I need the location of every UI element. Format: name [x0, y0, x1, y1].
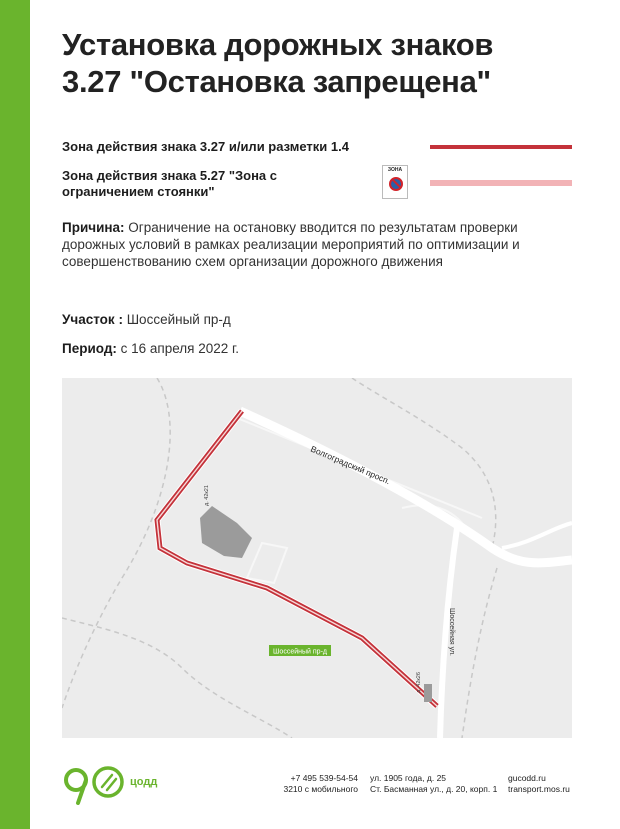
legend-line-327	[430, 145, 572, 149]
map-building-42k21	[200, 506, 252, 558]
section-line	[62, 311, 231, 328]
footer-address-2: Ст. Басманная ул., д. 20, корп. 1	[370, 784, 498, 794]
codd-logo-text: цодд	[130, 776, 158, 788]
footer-sites	[508, 773, 570, 795]
legend-item-527-line-2: ограничением стоянки"	[62, 184, 215, 199]
legend-item-527	[62, 168, 277, 200]
map-dashed-boundary-3	[352, 378, 496, 548]
section-value: Шоссейный пр-д	[122, 312, 231, 327]
footer-site-1[interactable]: gucodd.ru	[508, 773, 546, 783]
reason-paragraph	[62, 219, 562, 270]
map-road-ramp	[502, 523, 572, 548]
map-parking-outline	[247, 543, 287, 583]
map-dashed-boundary-1	[62, 378, 170, 708]
reason-label: Причина:	[62, 220, 125, 235]
footer-site-2[interactable]: transport.mos.ru	[508, 784, 570, 794]
title-line-1: Установка дорожных знаков	[62, 27, 494, 62]
footer-phone-2: 3210 с мобильного	[283, 784, 358, 794]
legend-item-327: Зона действия знака 3.27 и/или разметки 1.4	[62, 139, 349, 154]
map-dashed-boundary-4	[462, 568, 497, 738]
period-line	[62, 340, 239, 357]
period-label: Период:	[62, 341, 117, 356]
codd-logo-icon	[60, 763, 132, 805]
footer-phones	[275, 773, 358, 795]
map-zone-327-line	[157, 411, 437, 706]
map-label-shosseynaya: Шоссейная ул.	[448, 608, 455, 656]
map-zone-327-inner	[157, 411, 437, 706]
map[interactable]	[62, 378, 572, 738]
title-line-2: 3.27 "Остановка запрещена"	[62, 64, 491, 99]
map-label-volgograd: Волгоградский просп.	[309, 443, 392, 487]
map-label-building-42k26: д. 42к26	[416, 672, 422, 693]
map-building-42k26	[424, 684, 432, 702]
legend-item-527-line-1: Зона действия знака 5.27 "Зона с	[62, 168, 278, 183]
map-road-shosseyny	[157, 411, 437, 706]
sign-527-icon	[382, 165, 408, 199]
sign-zone-word: ЗОНА	[387, 167, 403, 173]
map-dashed-boundary-2	[62, 618, 292, 738]
footer-addresses	[370, 773, 497, 795]
map-tag-shosseyny: Шоссейный пр-д	[273, 648, 327, 656]
period-value: с 16 апреля 2022 г.	[116, 341, 240, 356]
footer-phone-1: +7 495 539-54-54	[290, 773, 358, 783]
page-title	[62, 26, 602, 100]
green-side-bar	[0, 0, 30, 829]
footer-address-1: ул. 1905 года, д. 25	[370, 773, 447, 783]
map-canvas	[62, 378, 572, 738]
reason-text: Ограничение на остановку вводится по результатам проверки дорожных условий в рамках реализации мероприятий по оптимизации и совершенствованию схем организации дорожного движения	[62, 220, 520, 269]
no-parking-circle-icon	[389, 177, 403, 191]
legend-line-527	[430, 180, 572, 186]
section-label: Участок :	[62, 312, 123, 327]
map-label-building-42k21: д. 42к21	[204, 485, 210, 506]
